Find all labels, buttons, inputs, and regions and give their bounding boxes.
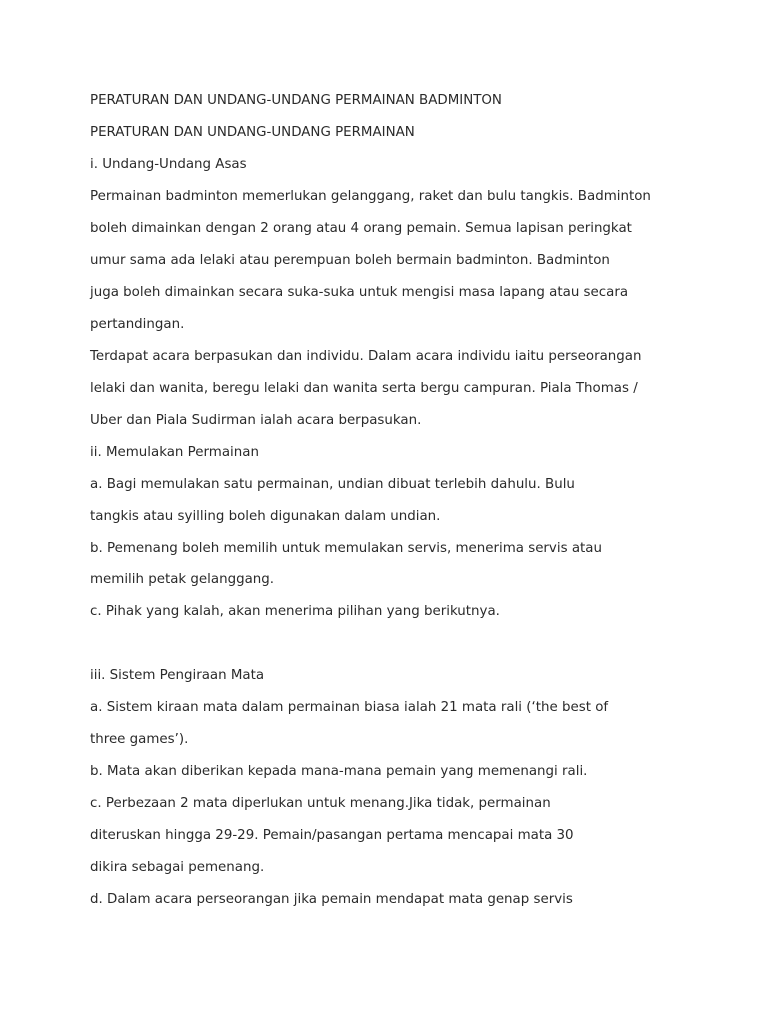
section-heading-1: i. Undang-Undang Asas [90,157,247,172]
paragraph-line: lelaki dan wanita, beregu lelaki dan wanita serta bergu campuran. Piala Thomas / [90,381,638,396]
list-item-line: a. Sistem kiraan mata dalam permainan biasa ialah 21 mata rali (‘the best of [90,700,609,715]
section-heading-3: iii. Sistem Pengiraan Mata [90,668,265,683]
paragraph-line: umur sama ada lelaki atau perempuan boleh bermain badminton. Badminton [90,253,610,268]
list-item-line: c. Perbezaan 2 mata diperlukan untuk menang.Jika tidak, permainan [90,796,551,811]
list-item-line: a. Bagi memulakan satu permainan, undian dibuat terlebih dahulu. Bulu [90,477,575,492]
document-subtitle: PERATURAN DAN UNDANG-UNDANG PERMAINAN [90,125,415,140]
list-item-line: memilih petak gelanggang. [90,572,275,587]
list-item-line: three games’). [90,732,189,747]
list-item-line: tangkis atau syilling boleh digunakan dalam undian. [90,509,441,524]
paragraph-line: Terdapat acara berpasukan dan individu. Dalam acara individu iaitu perseorangan [90,349,642,364]
paragraph-line: pertandingan. [90,317,185,332]
section-heading-2: ii. Memulakan Permainan [90,445,259,460]
list-item-line: d. Dalam acara perseorangan jika pemain mendapat mata genap servis [90,892,573,907]
list-item-line: diteruskan hingga 29-29. Pemain/pasangan pertama mencapai mata 30 [90,828,574,843]
paragraph-line: boleh dimainkan dengan 2 orang atau 4 orang pemain. Semua lapisan peringkat [90,221,632,236]
paragraph-line: juga boleh dimainkan secara suka-suka untuk mengisi masa lapang atau secara [90,285,629,300]
list-item-line: c. Pihak yang kalah, akan menerima pilihan yang berikutnya. [90,604,500,619]
paragraph-line: Uber dan Piala Sudirman ialah acara berpasukan. [90,413,422,428]
document-title: PERATURAN DAN UNDANG-UNDANG PERMAINAN BADMINTON [90,93,502,108]
list-item-line: b. Mata akan diberikan kepada mana-mana pemain yang memenangi rali. [90,764,588,779]
list-item-line: b. Pemenang boleh memilih untuk memulakan servis, menerima servis atau [90,541,602,556]
list-item-line: dikira sebagai pemenang. [90,860,265,875]
paragraph-line: Permainan badminton memerlukan gelanggang, raket dan bulu tangkis. Badminton [90,189,651,204]
